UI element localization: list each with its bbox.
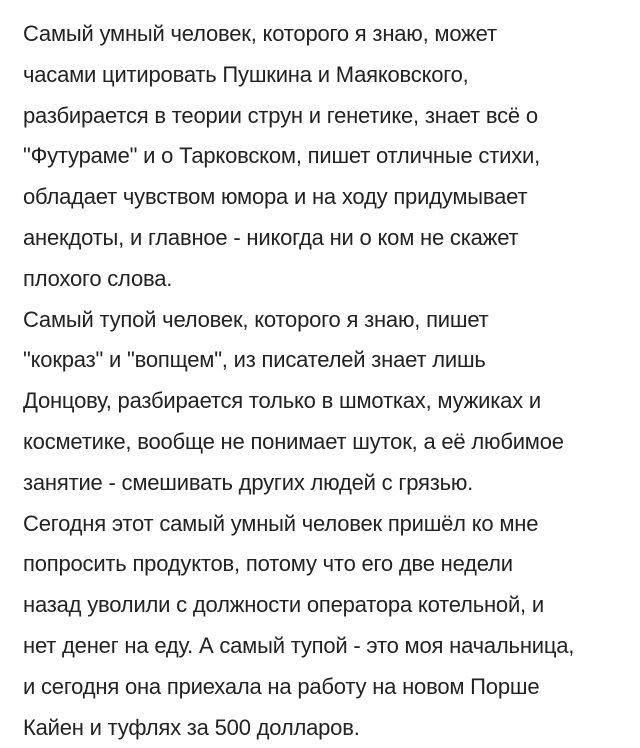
- text-line: косметике, вообще не понимает шуток, а её любимое: [23, 428, 564, 454]
- text-line: занятие - смешивать других людей с грязью.: [23, 469, 474, 495]
- text-line: разбирается в теории струн и генетике, знает всё о: [23, 102, 538, 128]
- text-line: Самый тупой человек, которого я знаю, пишет: [23, 306, 489, 332]
- text-line: часами цитировать Пушкина и Маяковского,: [23, 61, 469, 87]
- paragraph-smartest-person: [23, 14, 620, 300]
- text-line: "кокраз" и "вопщем", из писателей знает лишь: [23, 347, 486, 373]
- text-line: "Футураме" и о Тарковском, пишет отличные стихи,: [23, 143, 540, 169]
- text-line: и сегодня она приехала на работу на новом Порше: [23, 673, 540, 699]
- text-line: плохого слова.: [23, 265, 173, 291]
- text-line: попросить продуктов, потому что его две недели: [23, 551, 513, 577]
- paragraph-today: [23, 504, 620, 748]
- text-line: Самый умный человек, которого я знаю, может: [23, 21, 497, 46]
- text-line: обладает чувством юмора и на ходу придумывает: [23, 184, 528, 210]
- text-line: нет денег на еду. А самый тупой - это моя начальница,: [23, 632, 575, 658]
- paragraph-dumbest-person: [23, 300, 620, 504]
- text-line: Кайен и туфлях за 500 долларов.: [23, 714, 360, 740]
- text-line: Донцову, разбирается только в шмотках, мужиках и: [23, 388, 541, 414]
- text-line: анекдоты, и главное - никогда ни о ком не скажет: [23, 224, 519, 250]
- text-line: Сегодня этот самый умный человек пришёл ко мне: [23, 510, 539, 536]
- text-line: назад уволили с должности оператора котельной, и: [23, 592, 544, 618]
